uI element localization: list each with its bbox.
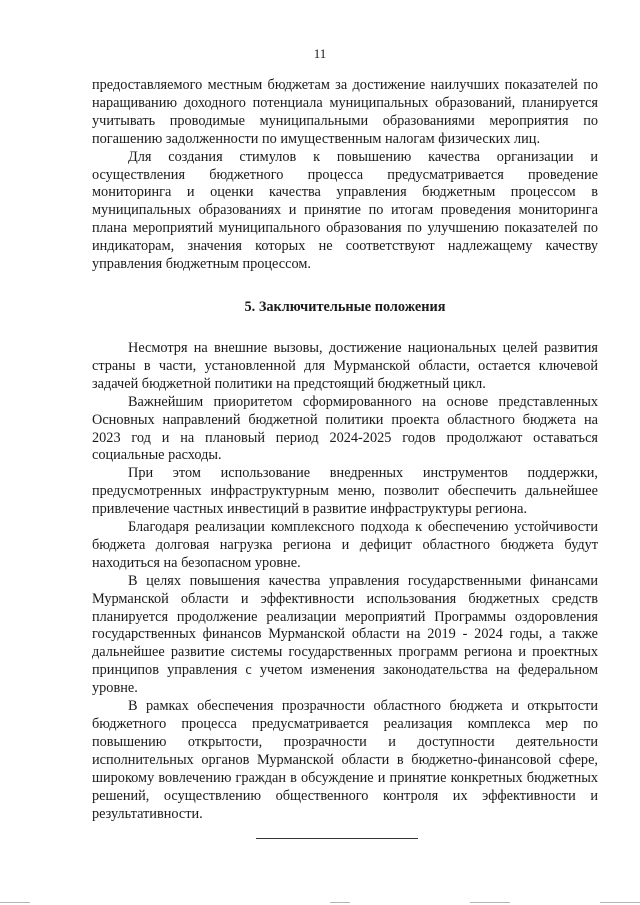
scan-mark — [470, 902, 510, 903]
paragraph: В рамках обеспечения прозрачности областного бюджета и открытости бюджетного процесса предусматривается реализация комплекса мер по повышению открытости, прозрачности и доступности деятельности исполнительных органов Мурманской области в бюджетно-финансовой сфере, широкому вовлечению граждан в обсуждение и принятие конкретных бюджетных решений, осуществлению общественного контроля их эффективности и результативности. — [92, 698, 598, 822]
scan-mark — [0, 902, 30, 903]
end-of-document-rule — [256, 838, 418, 839]
scan-mark — [330, 902, 350, 903]
paragraph-continuation: предоставляемого местным бюджетам за достижение наилучших показателей по наращиванию доходного потенциала муниципальных образований, планируется учитывать проводимые муниципальными образованиями мероприятия по погашению задолженности по имущественным налогам физических лиц. — [92, 77, 598, 147]
paragraph: Важнейшим приоритетом сформированного на основе представленных Основных направлений бюджетной политики проекта областного бюджета на 2023 год и на плановый период 2024-2025 годов продолжают оставаться социальные расходы. — [92, 393, 598, 464]
scan-mark — [600, 902, 640, 903]
paragraph: Несмотря на внешние вызовы, достижение национальных целей развития страны в части, установленной для Мурманской области, остается ключевой задачей бюджетной политики на предстоящий бюджетный цикл. — [92, 339, 598, 392]
paragraph: В целях повышения качества управления государственными финансами Мурманской области и эффективности использования бюджетных средств планируется продолжение реализации мероприятий Программы оздоровления государственных финансов Мурманской области на 2019 - 2024 годы, а также дальнейшее развитие системы государственных программ региона и проектных принципов управления с учетом изменения законодательства на федеральном уровне. — [92, 572, 598, 697]
paragraph: При этом использование внедренных инструментов поддержки, предусмотренных инфраструктурным меню, позволит обеспечить дальнейшее привлечение частных инвестиций в развитие инфраструктуры региона. — [92, 465, 598, 518]
scan-edge-marks — [0, 900, 640, 905]
document-body — [92, 77, 598, 823]
paragraph: Благодаря реализации комплексного подхода к обеспечению устойчивости бюджета долговая нагрузка региона и дефицит областного бюджета будут находиться на безопасном уровне. — [92, 519, 598, 571]
paragraph: Для создания стимулов к повышению качества организации и осуществления бюджетного процесса предусматривается проведение мониторинга и оценки качества управления бюджетным процессом в муниципальных образованиях и принятие по итогам проведения мониторинга плана мероприятий муниципального образования по улучшению показателей по индикаторам, значения которых не соответствуют надлежащему качеству управления бюджетным процессом. — [92, 148, 598, 273]
page-number: 11 — [313, 46, 327, 61]
section-heading: 5. Заключительные положения — [244, 298, 446, 315]
